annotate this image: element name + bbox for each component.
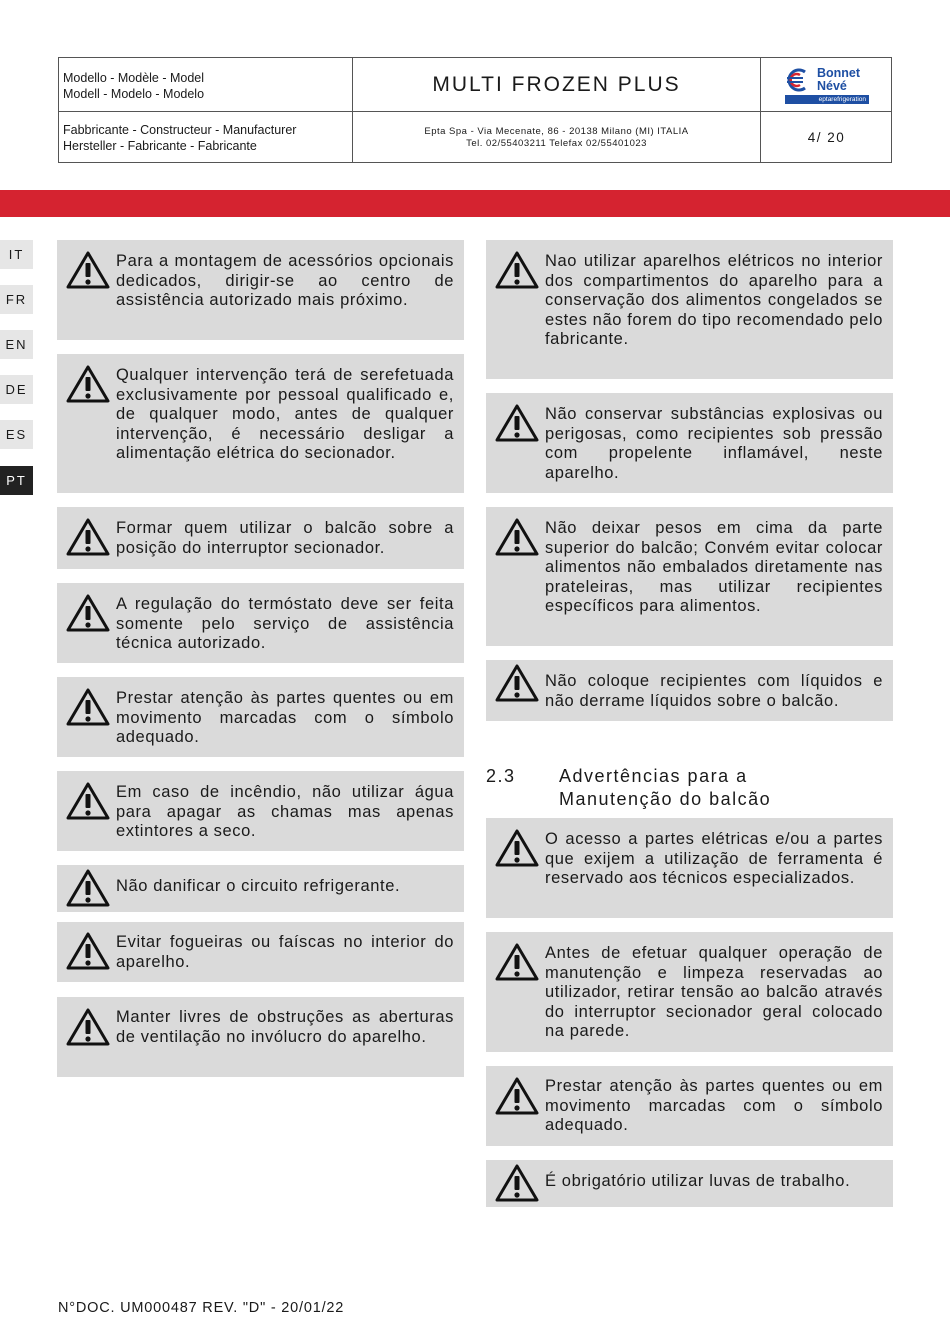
address-line1: Epta Spa - Via Mecenate, 86 - 20138 Milano (MI) ITALIA bbox=[424, 126, 689, 137]
warning-triangle-icon bbox=[495, 518, 539, 556]
model-label-line2: Modell - Modelo - Modelo bbox=[63, 87, 205, 101]
document-title: MULTI FROZEN PLUS bbox=[353, 58, 761, 112]
warning-box bbox=[486, 818, 893, 918]
warning-triangle-icon bbox=[495, 664, 539, 702]
manufacturer-address-cell bbox=[353, 112, 761, 163]
warning-box bbox=[486, 660, 893, 721]
warning-triangle-icon bbox=[495, 943, 539, 981]
section-title: Advertências para a Manutenção do balcão bbox=[559, 766, 772, 809]
warning-text: Não deixar pesos em cima da parte superior do balcão; Convém evitar colocar alimentos não embalados diretamente nas prateleiras, mas utilizar recipientes específicos para alimentos. bbox=[545, 519, 883, 615]
logo-tagline: eptarefrigeration bbox=[785, 95, 869, 104]
warning-box bbox=[486, 240, 893, 379]
language-tab-de[interactable]: DE bbox=[0, 375, 33, 404]
warning-triangle-icon bbox=[66, 518, 110, 556]
warning-text: Formar quem utilizar o balcão sobre a posição do interruptor secionador. bbox=[116, 519, 454, 557]
warning-text: Não conservar substâncias explosivas ou perigosas, como recipientes sob pressão com propelente inflamável, neste aparelho. bbox=[545, 405, 883, 482]
warning-box bbox=[57, 507, 464, 569]
warning-text: Nao utilizar aparelhos elétricos no interior dos compartimentos do aparelho para a conservação dos alimentos congelados se estes não forem do tipo recomendado pelo fabricante. bbox=[545, 252, 883, 348]
brand-logo-cell bbox=[761, 58, 892, 112]
warning-triangle-icon bbox=[66, 869, 110, 907]
manufacturer-label-line2: Hersteller - Fabricante - Fabricante bbox=[63, 139, 257, 153]
warning-triangle-icon bbox=[495, 1164, 539, 1202]
red-divider-bar bbox=[0, 190, 950, 217]
warning-text: Em caso de incêndio, não utilizar água para apagar as chamas mas apenas extintores a seco. bbox=[116, 783, 454, 840]
page-number: 4/ 20 bbox=[807, 130, 846, 145]
warning-text: O acesso a partes elétricas e/ou a partes que exijem a utilização de ferramenta é reservado aos técnicos especializados. bbox=[545, 830, 883, 887]
warning-box bbox=[486, 1066, 893, 1146]
address-line2: Tel. 02/55403211 Telefax 02/55401023 bbox=[466, 138, 647, 149]
bonnet-neve-logo bbox=[783, 66, 873, 106]
warning-text: É obrigatório utilizar luvas de trabalho. bbox=[545, 1172, 851, 1190]
warning-box bbox=[486, 1160, 893, 1207]
warning-triangle-icon bbox=[66, 932, 110, 970]
warning-triangle-icon bbox=[66, 782, 110, 820]
warning-triangle-icon bbox=[495, 1077, 539, 1115]
manufacturer-label-line1: Fabbricante - Constructeur - Manufacturer bbox=[63, 123, 297, 137]
warning-triangle-icon bbox=[66, 1008, 110, 1046]
warning-box bbox=[57, 865, 464, 912]
language-tab-pt[interactable]: PT bbox=[0, 466, 33, 495]
warning-box bbox=[57, 922, 464, 982]
model-label-line1: Modello - Modèle - Model bbox=[63, 71, 205, 85]
language-tab-es[interactable]: ES bbox=[0, 420, 33, 449]
warning-triangle-icon bbox=[495, 404, 539, 442]
warning-text: Não danificar o circuito refrigerante. bbox=[116, 877, 401, 895]
language-tab-fr[interactable]: FR bbox=[0, 285, 33, 314]
warning-text: Qualquer intervenção terá de serefetuada exclusivamente por pessoal qualificado e, de qualquer modo, antes de qualquer intervenção, é necessário desligar a alimentação elétrica do secionador. bbox=[116, 366, 454, 462]
warning-triangle-icon bbox=[495, 251, 539, 289]
warning-box bbox=[486, 393, 893, 493]
warning-box bbox=[57, 583, 464, 663]
warning-box bbox=[486, 507, 893, 646]
warning-text: A regulação do termóstato deve ser feita somente pelo serviço de assistência técnica autorizado. bbox=[116, 595, 454, 652]
warning-text: Evitar fogueiras ou faíscas no interior do aparelho. bbox=[116, 933, 454, 971]
warning-triangle-icon bbox=[66, 594, 110, 632]
warning-box bbox=[57, 677, 464, 757]
logo-wordmark: Bonnet Névé bbox=[817, 66, 861, 93]
model-label-cell bbox=[59, 58, 353, 112]
manufacturer-label-cell bbox=[59, 112, 353, 163]
warning-triangle-icon bbox=[66, 365, 110, 403]
warning-box bbox=[57, 771, 464, 851]
warning-text: Para a montagem de acessórios opcionais dedicados, dirigir-se ao centro de assistência autorizado mais próximo. bbox=[116, 252, 454, 309]
warning-triangle-icon bbox=[66, 251, 110, 289]
warning-text: Manter livres de obstruções as aberturas de ventilação no invólucro do aparelho. bbox=[116, 1008, 454, 1046]
language-tab-en[interactable]: EN bbox=[0, 330, 33, 359]
document-header bbox=[58, 57, 892, 163]
warning-triangle-icon bbox=[495, 829, 539, 867]
warning-text: Prestar atenção às partes quentes ou em movimento marcadas com o símbolo adequado. bbox=[545, 1077, 883, 1134]
document-number-footer: N°DOC. UM000487 REV. "D" - 20/01/22 bbox=[58, 1300, 345, 1316]
language-tab-it[interactable]: IT bbox=[0, 240, 33, 269]
warning-box bbox=[57, 997, 464, 1077]
warning-text: Antes de efetuar qualquer operação de manutenção e limpeza reservadas ao utilizador, retirar tensão ao balcão através do interruptor secionador geral colocado na parede. bbox=[545, 944, 883, 1040]
section-number: 2.3 bbox=[486, 766, 516, 786]
warning-text: Prestar atenção às partes quentes ou em movimento marcadas com o símbolo adequado. bbox=[116, 689, 454, 746]
warning-triangle-icon bbox=[66, 688, 110, 726]
warning-box bbox=[486, 932, 893, 1052]
logo-euro-icon bbox=[783, 66, 813, 94]
warning-box bbox=[57, 354, 464, 493]
warning-text: Não coloque recipientes com líquidos e não derrame líquidos sobre o balcão. bbox=[545, 672, 883, 710]
warning-box bbox=[57, 240, 464, 340]
